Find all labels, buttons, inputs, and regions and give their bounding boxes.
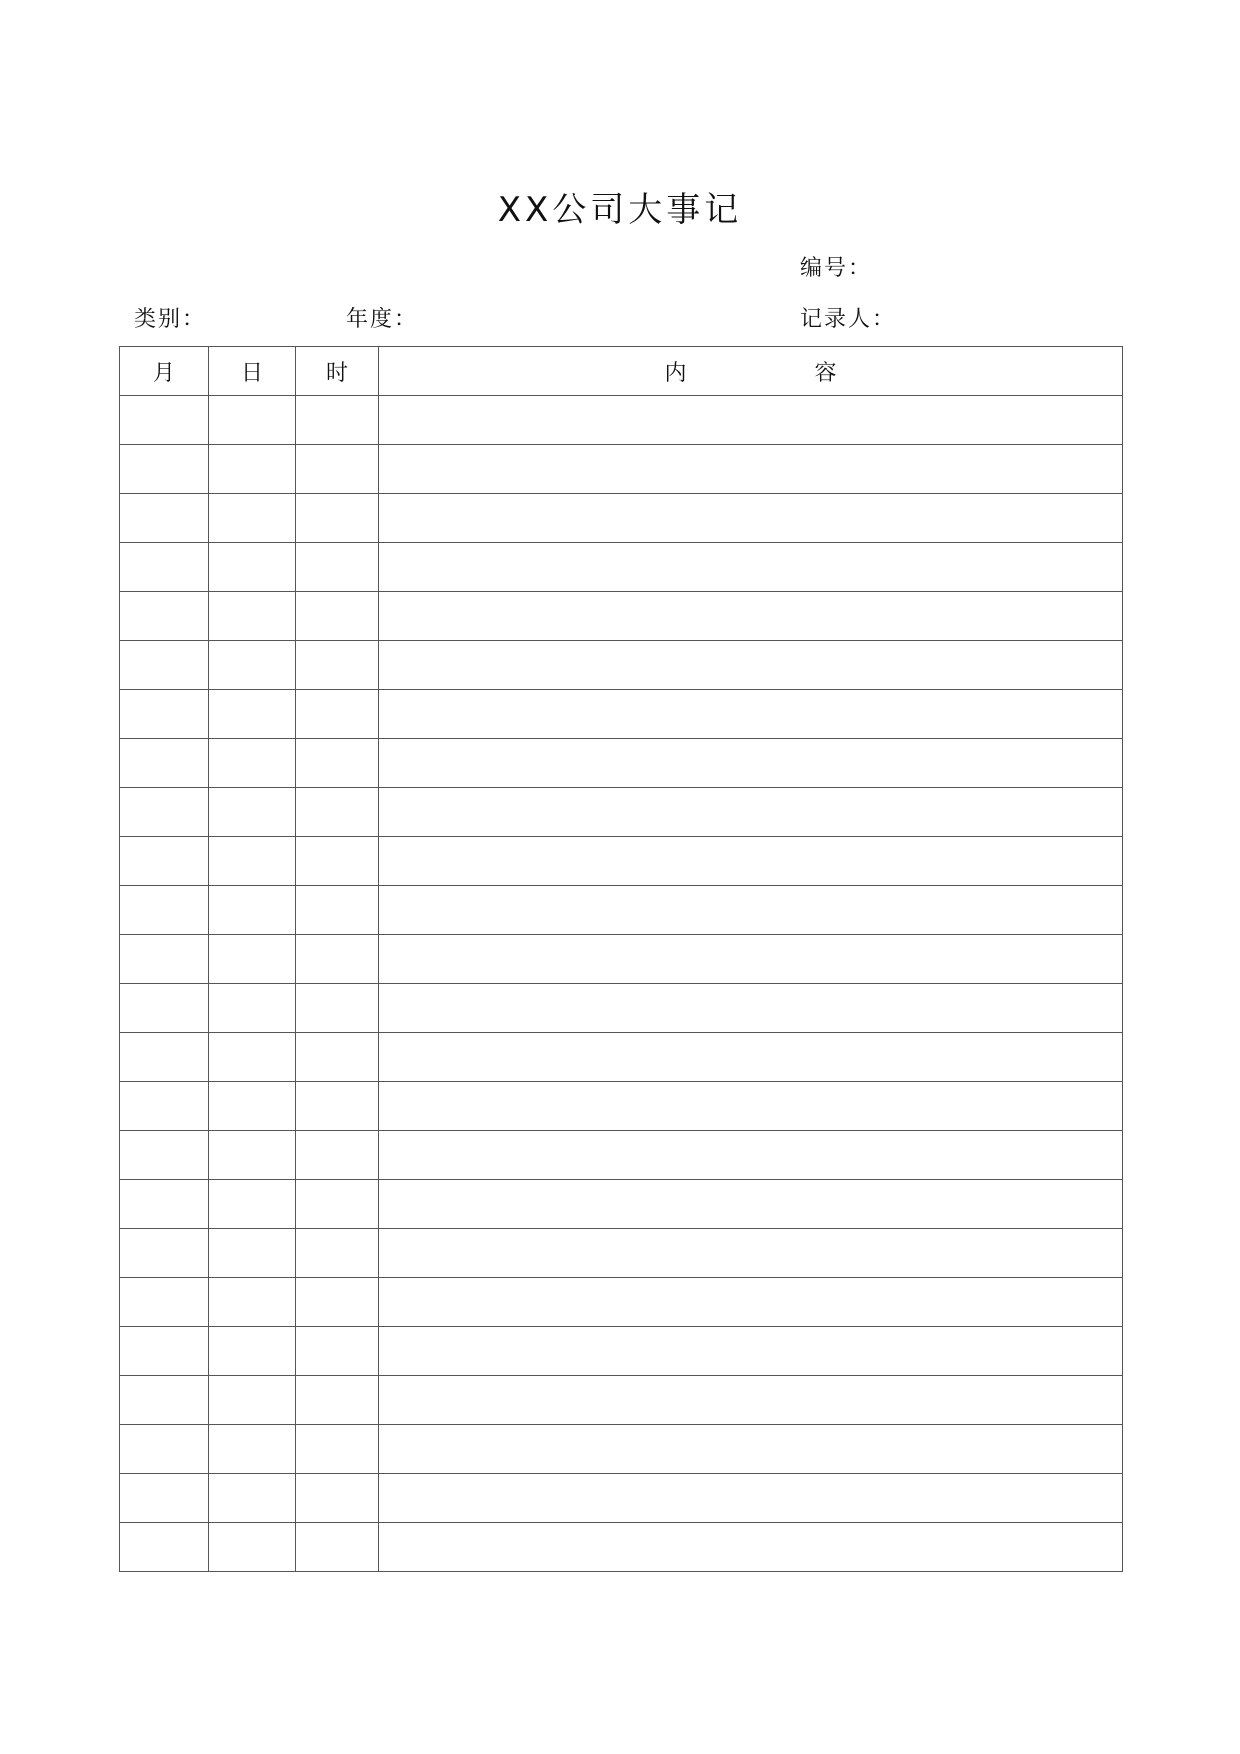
cell-content[interactable] xyxy=(379,494,1123,543)
header-content xyxy=(379,347,1123,396)
cell-day[interactable] xyxy=(209,690,296,739)
cell-hour[interactable] xyxy=(296,641,379,690)
cell-hour[interactable] xyxy=(296,1474,379,1523)
cell-hour[interactable] xyxy=(296,788,379,837)
cell-month[interactable] xyxy=(120,1327,209,1376)
cell-month[interactable] xyxy=(120,788,209,837)
cell-hour[interactable] xyxy=(296,886,379,935)
cell-month[interactable] xyxy=(120,935,209,984)
header-hour: 时 xyxy=(296,347,379,396)
cell-content[interactable] xyxy=(379,1131,1123,1180)
cell-month[interactable] xyxy=(120,1376,209,1425)
cell-month[interactable] xyxy=(120,445,209,494)
cell-month[interactable] xyxy=(120,1033,209,1082)
table-row xyxy=(120,1229,1123,1278)
cell-hour[interactable] xyxy=(296,1033,379,1082)
cell-month[interactable] xyxy=(120,690,209,739)
table-row xyxy=(120,1425,1123,1474)
cell-month[interactable] xyxy=(120,543,209,592)
table-row xyxy=(120,837,1123,886)
table-row xyxy=(120,1180,1123,1229)
cell-day[interactable] xyxy=(209,935,296,984)
cell-content[interactable] xyxy=(379,396,1123,445)
cell-day[interactable] xyxy=(209,1229,296,1278)
table-row xyxy=(120,1523,1123,1572)
cell-day[interactable] xyxy=(209,984,296,1033)
cell-day[interactable] xyxy=(209,1033,296,1082)
cell-month[interactable] xyxy=(120,1278,209,1327)
cell-content[interactable] xyxy=(379,641,1123,690)
table-row xyxy=(120,543,1123,592)
cell-month[interactable] xyxy=(120,1082,209,1131)
cell-day[interactable] xyxy=(209,1180,296,1229)
table-row xyxy=(120,445,1123,494)
header-content-part2: 容 xyxy=(814,360,837,386)
cell-day[interactable] xyxy=(209,886,296,935)
cell-content[interactable] xyxy=(379,1376,1123,1425)
year-label: 年度： xyxy=(346,307,419,332)
cell-content[interactable] xyxy=(379,984,1123,1033)
table-row xyxy=(120,396,1123,445)
table-row xyxy=(120,690,1123,739)
cell-month[interactable] xyxy=(120,837,209,886)
cell-day[interactable] xyxy=(209,445,296,494)
cell-content[interactable] xyxy=(379,886,1123,935)
table-row xyxy=(120,788,1123,837)
cell-hour[interactable] xyxy=(296,445,379,494)
table-body xyxy=(120,396,1123,1572)
cell-month[interactable] xyxy=(120,739,209,788)
cell-day[interactable] xyxy=(209,592,296,641)
cell-content[interactable] xyxy=(379,837,1123,886)
table-row xyxy=(120,984,1123,1033)
cell-day[interactable] xyxy=(209,1082,296,1131)
cell-day[interactable] xyxy=(209,1327,296,1376)
cell-hour[interactable] xyxy=(296,1082,379,1131)
cell-month[interactable] xyxy=(120,1180,209,1229)
cell-month[interactable] xyxy=(120,592,209,641)
cell-hour[interactable] xyxy=(296,396,379,445)
cell-hour[interactable] xyxy=(296,984,379,1033)
cell-content[interactable] xyxy=(379,690,1123,739)
header-day: 日 xyxy=(209,347,296,396)
cell-month[interactable] xyxy=(120,1229,209,1278)
cell-day[interactable] xyxy=(209,1425,296,1474)
cell-hour[interactable] xyxy=(296,739,379,788)
table-row xyxy=(120,592,1123,641)
cell-month[interactable] xyxy=(120,1523,209,1572)
cell-content[interactable] xyxy=(379,1033,1123,1082)
table-row xyxy=(120,739,1123,788)
table-row xyxy=(120,935,1123,984)
cell-content[interactable] xyxy=(379,445,1123,494)
cell-month[interactable] xyxy=(120,494,209,543)
table-row xyxy=(120,1278,1123,1327)
cell-month[interactable] xyxy=(120,641,209,690)
cell-hour[interactable] xyxy=(296,543,379,592)
cell-day[interactable] xyxy=(209,1376,296,1425)
cell-hour[interactable] xyxy=(296,837,379,886)
cell-hour[interactable] xyxy=(296,1425,379,1474)
cell-hour[interactable] xyxy=(296,1131,379,1180)
category-label: 类别： xyxy=(134,307,207,332)
table-row xyxy=(120,1327,1123,1376)
cell-hour[interactable] xyxy=(296,494,379,543)
cell-content[interactable] xyxy=(379,592,1123,641)
cell-content[interactable] xyxy=(379,1229,1123,1278)
cell-day[interactable] xyxy=(209,1474,296,1523)
cell-day[interactable] xyxy=(209,739,296,788)
table-row xyxy=(120,641,1123,690)
cell-day[interactable] xyxy=(209,494,296,543)
cell-hour[interactable] xyxy=(296,1327,379,1376)
cell-day[interactable] xyxy=(209,396,296,445)
table-row xyxy=(120,886,1123,935)
cell-hour[interactable] xyxy=(296,1180,379,1229)
cell-day[interactable] xyxy=(209,1278,296,1327)
cell-day[interactable] xyxy=(209,1131,296,1180)
cell-content[interactable] xyxy=(379,543,1123,592)
cell-month[interactable] xyxy=(120,1425,209,1474)
table-row xyxy=(120,1474,1123,1523)
cell-day[interactable] xyxy=(209,837,296,886)
cell-month[interactable] xyxy=(120,886,209,935)
cell-content[interactable] xyxy=(379,788,1123,837)
table-row xyxy=(120,1376,1123,1425)
table-row xyxy=(120,1033,1123,1082)
cell-hour[interactable] xyxy=(296,1376,379,1425)
cell-month[interactable] xyxy=(120,396,209,445)
cell-hour[interactable] xyxy=(296,690,379,739)
cell-day[interactable] xyxy=(209,543,296,592)
table-row xyxy=(120,1131,1123,1180)
number-label: 编号： xyxy=(800,256,873,281)
cell-month[interactable] xyxy=(120,1131,209,1180)
recorder-label: 记录人： xyxy=(800,307,897,332)
cell-content[interactable] xyxy=(379,1327,1123,1376)
cell-hour[interactable] xyxy=(296,935,379,984)
cell-content[interactable] xyxy=(379,1523,1123,1572)
cell-content[interactable] xyxy=(379,1425,1123,1474)
cell-hour[interactable] xyxy=(296,1523,379,1572)
cell-hour[interactable] xyxy=(296,1229,379,1278)
cell-day[interactable] xyxy=(209,1523,296,1572)
header-month: 月 xyxy=(120,347,209,396)
cell-month[interactable] xyxy=(120,1474,209,1523)
cell-month[interactable] xyxy=(120,984,209,1033)
table-row xyxy=(120,1082,1123,1131)
cell-day[interactable] xyxy=(209,788,296,837)
cell-content[interactable] xyxy=(379,1474,1123,1523)
table-row xyxy=(120,494,1123,543)
cell-content[interactable] xyxy=(379,935,1123,984)
cell-content[interactable] xyxy=(379,1180,1123,1229)
header-content-part1: 内 xyxy=(664,360,687,386)
events-table xyxy=(119,346,1123,1572)
table-header-row xyxy=(120,347,1123,396)
cell-hour[interactable] xyxy=(296,1278,379,1327)
cell-content[interactable] xyxy=(379,1278,1123,1327)
cell-hour[interactable] xyxy=(296,592,379,641)
cell-content[interactable] xyxy=(379,739,1123,788)
page-title: XX公司大事记 xyxy=(497,190,743,230)
cell-content[interactable] xyxy=(379,1082,1123,1131)
cell-day[interactable] xyxy=(209,641,296,690)
